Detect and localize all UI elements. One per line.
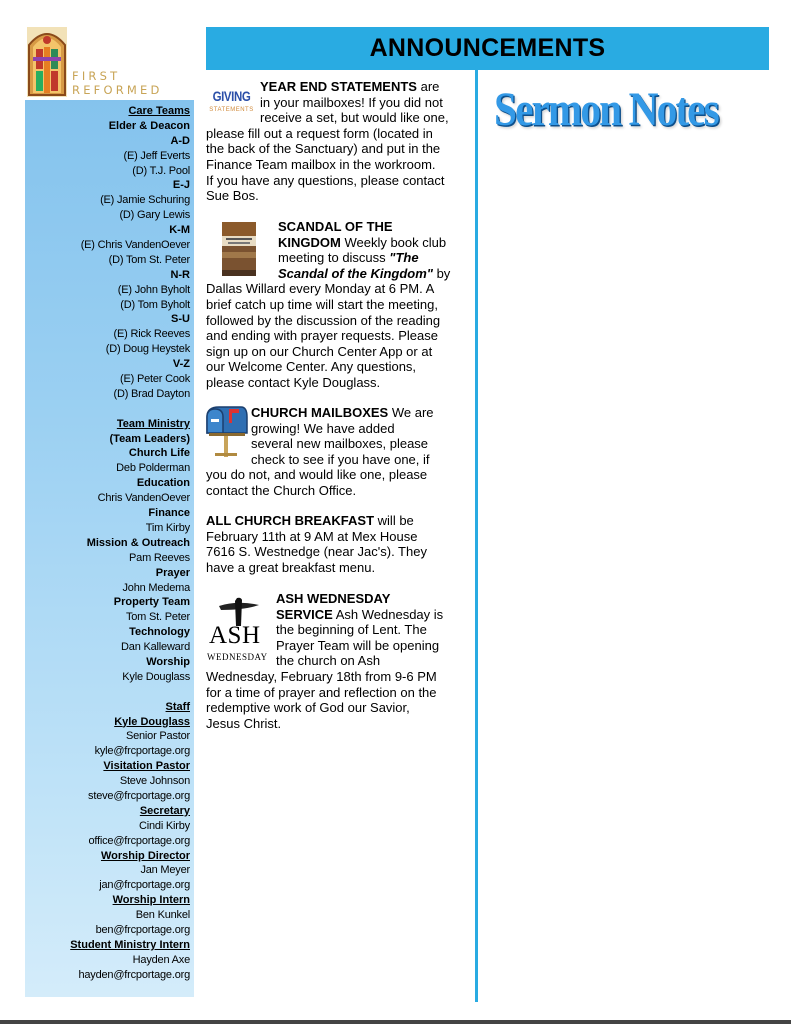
announcement-text: the church on Ash bbox=[276, 653, 381, 669]
sidebar-subheading: Technology bbox=[129, 626, 190, 639]
announcement-text: redemptive work of God our Savior, bbox=[206, 700, 410, 716]
announcement-line bbox=[206, 544, 472, 560]
announcement-heading: KINGDOM bbox=[278, 234, 341, 250]
sidebar-entry: Deb Polderman bbox=[116, 462, 190, 475]
giving-icon-sub: STATEMENTS bbox=[209, 107, 254, 113]
announcement-heading: SERVICE bbox=[276, 606, 333, 622]
announcement-line bbox=[206, 250, 472, 266]
announcement-line bbox=[206, 638, 472, 654]
announcement-line bbox=[206, 467, 472, 483]
sidebar-subheading: K-M bbox=[169, 224, 190, 237]
announcement-line bbox=[206, 421, 472, 437]
announcement-text: Finance Team mailbox in the workroom. bbox=[206, 156, 436, 172]
announcement-text: Ash Wednesday is bbox=[332, 606, 444, 622]
announcement-line bbox=[206, 126, 472, 142]
announcement-line bbox=[206, 141, 472, 157]
announcement-text: Sue Bos. bbox=[206, 188, 259, 204]
announcement-text: 7616 S. Westnedge (near Jac's). They bbox=[206, 544, 427, 560]
announcement-church-mailboxes bbox=[206, 405, 472, 499]
announcement-scandal-of-the-kingdom bbox=[206, 219, 472, 391]
sidebar-directory bbox=[25, 104, 190, 983]
announcement-text: February 11th at 9 AM at Mex House bbox=[206, 528, 418, 544]
logo-line-1: FIRST bbox=[72, 69, 121, 83]
announcement-text: contact the Church Office. bbox=[206, 482, 357, 498]
announcement-ash-wednesday-service bbox=[206, 591, 472, 731]
announcement-text: Jesus Christ. bbox=[206, 715, 282, 731]
announcement-line bbox=[206, 405, 472, 421]
sidebar-entry: office@frcportage.org bbox=[88, 834, 190, 847]
sidebar-entry: (E) Jamie Schuring bbox=[100, 194, 190, 207]
book-title: Scandal of the Kingdom" bbox=[278, 265, 433, 281]
announcement-line bbox=[206, 344, 472, 360]
column-divider bbox=[475, 70, 478, 1002]
page-title: ANNOUNCEMENTS bbox=[369, 34, 606, 62]
sidebar-entry: ben@frcportage.org bbox=[95, 923, 190, 936]
sidebar-entry: Steve Johnson bbox=[119, 775, 190, 788]
sidebar-entry: (E) Jeff Everts bbox=[123, 149, 190, 162]
sidebar-entry: kyle@frcportage.org bbox=[94, 745, 190, 758]
announcement-line bbox=[206, 297, 472, 313]
announcement-heading: ALL CHURCH BREAKFAST bbox=[206, 513, 375, 528]
announcement-line bbox=[206, 79, 472, 95]
announcement-text: Wednesday, February 18th from 9-6 PM bbox=[206, 668, 437, 684]
sidebar-entry: Pam Reeves bbox=[129, 551, 190, 564]
logo bbox=[25, 25, 194, 100]
announcement-heading: SCANDAL OF THE bbox=[278, 219, 393, 234]
bottom-rule bbox=[0, 1020, 791, 1024]
announcement-text: have a great breakfast menu. bbox=[206, 559, 376, 575]
announcement-line bbox=[206, 669, 472, 685]
sidebar-heading: Worship Intern bbox=[112, 894, 190, 907]
announcement-text: check to see if you have one, if bbox=[251, 451, 430, 467]
announcement-text: the beginning of Lent. The bbox=[276, 622, 427, 638]
sidebar-entry: Senior Pastor bbox=[125, 730, 190, 743]
announcement-line bbox=[206, 359, 472, 375]
sidebar-entry: Chris VandenOever bbox=[97, 492, 190, 505]
sidebar-entry: Jan Meyer bbox=[140, 864, 190, 877]
announcement-text: growing! We have added bbox=[251, 420, 395, 436]
sidebar-heading: Secretary bbox=[139, 804, 190, 817]
announcement-line bbox=[206, 622, 472, 638]
sidebar-entry: (D) Tom Byholt bbox=[120, 298, 190, 311]
announcement-text: the back of the Sanctuary) and put in the bbox=[206, 141, 441, 157]
announcement-line bbox=[206, 700, 472, 716]
sidebar-subheading: (Team Leaders) bbox=[109, 432, 190, 445]
announcement-line bbox=[206, 436, 472, 452]
sidebar-entry: Tom St. Peter bbox=[125, 611, 190, 624]
announcement-text: brief catch up time will start the meeting, bbox=[206, 296, 438, 312]
sidebar-entry: Dan Kalleward bbox=[121, 641, 190, 654]
stained-glass-window-icon bbox=[27, 27, 67, 97]
sidebar-entry: Kyle Douglass bbox=[122, 670, 190, 683]
sidebar-heading: Kyle Douglass bbox=[114, 715, 190, 728]
sidebar-heading: Team Ministry bbox=[116, 417, 190, 430]
announcement-text: We are bbox=[388, 405, 434, 420]
sidebar-subheading: E-J bbox=[172, 179, 190, 192]
sidebar-entry: (D) Tom St. Peter bbox=[108, 253, 190, 266]
announcement-line bbox=[206, 157, 472, 173]
sidebar-subheading: V-Z bbox=[172, 358, 190, 371]
ash-icon-sub: WEDNESDAY bbox=[207, 652, 268, 662]
logo-line-2: REFORMED bbox=[72, 83, 163, 97]
sidebar-entry: steve@frcportage.org bbox=[88, 789, 190, 802]
sidebar-entry: John Medema bbox=[122, 581, 190, 594]
announcement-heading: YEAR END STATEMENTS bbox=[260, 79, 417, 94]
announcement-line bbox=[206, 529, 472, 545]
sidebar-subheading: Finance bbox=[148, 507, 190, 520]
sidebar-heading: Staff bbox=[165, 700, 190, 713]
announcement-text: in your mailboxes! If you did not bbox=[260, 94, 443, 110]
announcement-line bbox=[206, 716, 472, 732]
announcement-text: meeting to discuss bbox=[278, 250, 390, 266]
sidebar-subheading: Prayer bbox=[155, 566, 190, 579]
sidebar-subheading: Church Life bbox=[128, 447, 190, 460]
announcement-line bbox=[206, 483, 472, 499]
sidebar-subheading: Mission & Outreach bbox=[86, 536, 190, 549]
announcement-line bbox=[206, 452, 472, 468]
announcement-text: Weekly book club bbox=[340, 234, 447, 250]
announcement-text: Dallas Willard every Monday at 6 PM. A bbox=[206, 281, 435, 297]
sidebar-heading: Visitation Pastor bbox=[103, 760, 190, 773]
announcement-line bbox=[206, 95, 472, 111]
sidebar-subheading: S-U bbox=[171, 313, 190, 326]
announcement-line bbox=[206, 513, 472, 529]
announcement-text: and ending with prayer requests. Please bbox=[206, 328, 438, 344]
announcement-heading: ASH WEDNESDAY bbox=[276, 591, 391, 606]
announcement-text: our Welcome Center. Any questions, bbox=[206, 359, 417, 375]
sidebar-subheading: Worship bbox=[146, 655, 190, 668]
sidebar-entry: (E) Chris VandenOever bbox=[80, 239, 190, 252]
giving-icon-word: GIVING bbox=[212, 88, 251, 104]
sidebar-entry: hayden@frcportage.org bbox=[78, 968, 190, 981]
sidebar-heading: Care Teams bbox=[128, 105, 190, 117]
announcement-text: you do not, and would like one, please bbox=[206, 467, 428, 483]
announcement-line bbox=[206, 219, 472, 235]
announcement-text: If you have any questions, please contact bbox=[206, 172, 445, 188]
sidebar-entry: (D) Gary Lewis bbox=[119, 209, 190, 222]
announcement-line bbox=[206, 313, 472, 329]
announcement-text: for a time of prayer and reflection on the bbox=[206, 684, 437, 700]
sermon-notes-title: Sermon Notes bbox=[494, 83, 718, 136]
announcement-line bbox=[206, 235, 472, 251]
sidebar-entry: Tim Kirby bbox=[145, 521, 190, 534]
sidebar-entry: jan@frcportage.org bbox=[99, 879, 190, 892]
announcement-text: please fill out a request form (located in bbox=[206, 125, 433, 141]
sidebar-subheading: A-D bbox=[170, 134, 190, 147]
sidebar-subheading: Elder & Deacon bbox=[108, 119, 190, 132]
announcement-line bbox=[206, 653, 472, 669]
announcement-line bbox=[206, 591, 472, 607]
announcement-line bbox=[206, 375, 472, 391]
sidebar bbox=[25, 25, 194, 997]
announcement-line bbox=[206, 607, 472, 623]
announcement-text: sign up on our Church Center App or at bbox=[206, 343, 433, 359]
ash-icon-word: ASH bbox=[209, 622, 261, 649]
sidebar-entry: (D) Brad Dayton bbox=[113, 387, 190, 400]
announcement-text: please contact Kyle Douglass. bbox=[206, 374, 381, 390]
announcement-text: several new mailboxes, please bbox=[251, 436, 429, 452]
sidebar-entry: Cindi Kirby bbox=[139, 819, 190, 832]
announcement-text: Prayer Team will be opening bbox=[276, 637, 440, 653]
sidebar-entry: (E) John Byholt bbox=[117, 283, 190, 296]
sidebar-entry: (D) Doug Heystek bbox=[105, 343, 190, 356]
announcement-year-end-statements bbox=[206, 79, 472, 204]
announcements-header bbox=[206, 27, 769, 70]
sidebar-entry: Hayden Axe bbox=[132, 953, 190, 966]
announcement-line bbox=[206, 173, 472, 189]
announcement-line bbox=[206, 110, 472, 126]
announcement-text: by bbox=[432, 265, 451, 281]
announcement-line bbox=[206, 560, 472, 576]
announcement-text: will be bbox=[374, 513, 414, 528]
sidebar-subheading: N-R bbox=[170, 268, 190, 281]
sidebar-entry: (D) T.J. Pool bbox=[132, 164, 190, 177]
sidebar-entry: (E) Peter Cook bbox=[120, 373, 190, 386]
announcement-line bbox=[206, 281, 472, 297]
sidebar-entry: (E) Rick Reeves bbox=[113, 328, 190, 341]
book-title: "The bbox=[389, 250, 419, 266]
sidebar-heading: Student Ministry Intern bbox=[70, 938, 190, 951]
sidebar-subheading: Property Team bbox=[113, 596, 190, 609]
announcement-line bbox=[206, 188, 472, 204]
announcement-line bbox=[206, 266, 472, 282]
announcement-all-church-breakfast bbox=[206, 513, 472, 575]
announcement-heading: CHURCH MAILBOXES bbox=[251, 405, 389, 420]
sidebar-heading: Worship Director bbox=[100, 849, 190, 862]
sidebar-subheading: Education bbox=[136, 477, 190, 490]
announcement-line bbox=[206, 685, 472, 701]
announcement-text: receive a set, but would like one, bbox=[260, 110, 449, 126]
announcement-text: are bbox=[416, 79, 440, 94]
announcement-text: followed by the discussion of the reading bbox=[206, 312, 441, 328]
announcement-line bbox=[206, 328, 472, 344]
sidebar-entry: Ben Kunkel bbox=[135, 909, 190, 922]
